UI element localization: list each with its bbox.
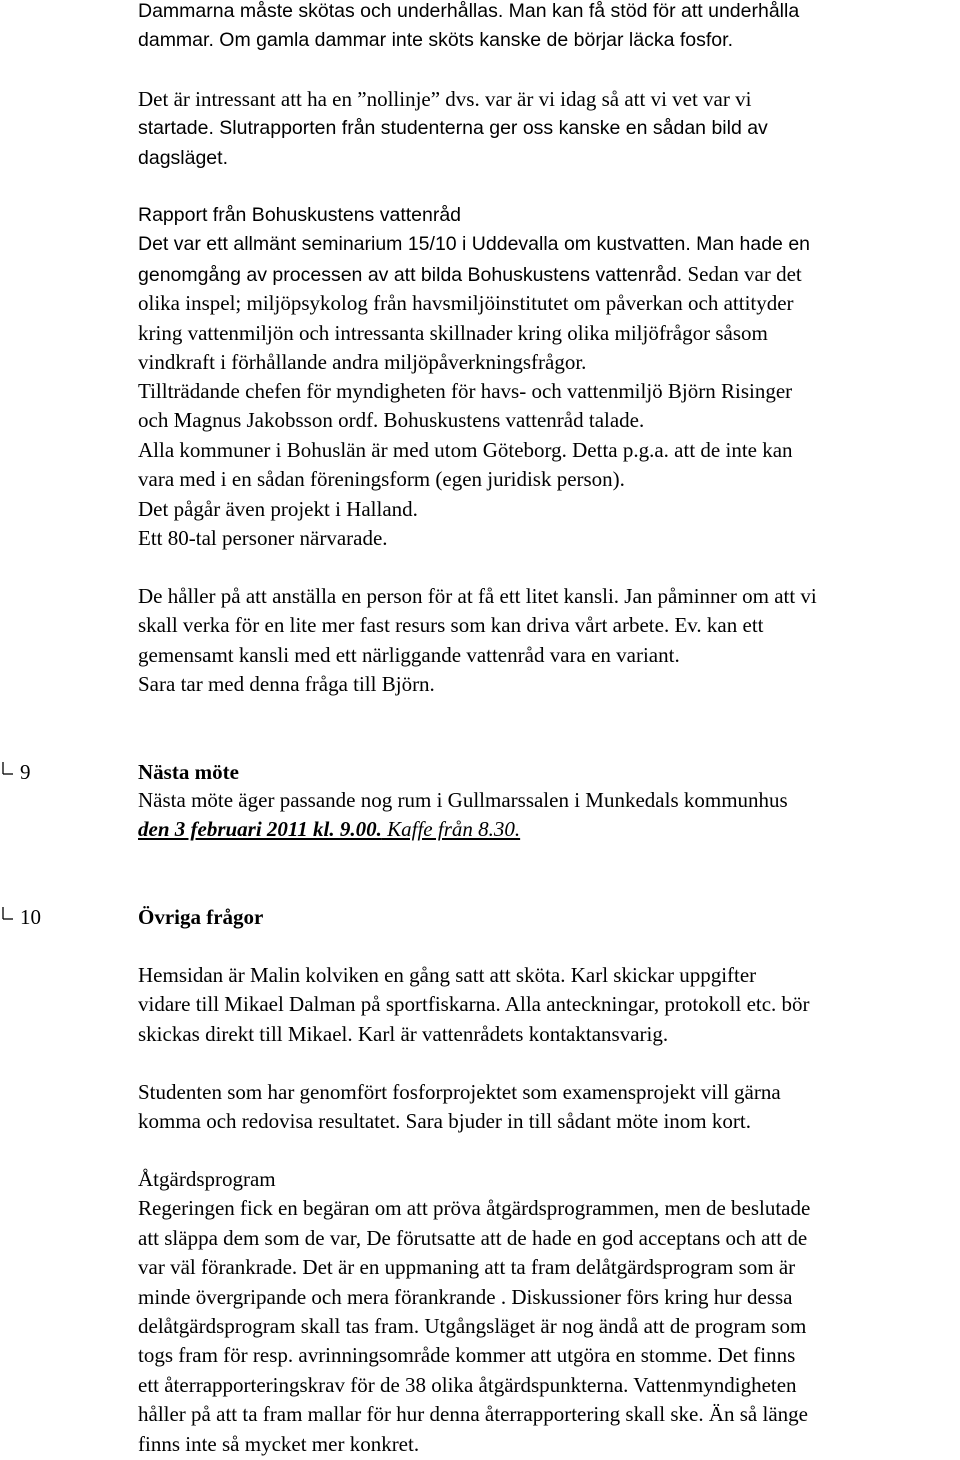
text-line: Regeringen fick en begäran om att pröva åtgärdsprogrammen, men de beslutade [138, 1196, 811, 1221]
paragraph-nollinje [138, 85, 960, 173]
text-line: minde övergripande och mera förankrande . Diskussioner förs kring hur dessa [138, 1284, 793, 1309]
paragraph-dammar [138, 0, 960, 56]
text-line: att släppa dem som de var, De förutsatte att de hade en god acceptans och att de [138, 1225, 808, 1250]
text-fragment: Sedan var det [682, 261, 802, 286]
text-line: Nästa möte äger passande nog rum i Gullmarssalen i Munkedals kommunhus [138, 788, 788, 812]
text-line: skickas direkt till Mikael. Karl är vattenrådets kontaktansvarig. [138, 1021, 669, 1046]
text-line: och Magnus Jakobsson ordf. Bohuskustens vattenråd talade. [138, 408, 645, 433]
text-line: finns inte så mycket mer konkret. [138, 1431, 420, 1456]
text-line: håller på att ta fram mallar för hur denna återrapportering skall ske. Än så länge [138, 1402, 808, 1427]
section-heading-10 [0, 902, 960, 932]
text-line: gemensamt kansli med ett närliggande vattenråd vara en variant. [138, 642, 680, 667]
text-line: dagsläget. [138, 146, 228, 169]
text-line: Dammarna måste skötas och underhållas. Man kan få stöd för att underhålla [138, 0, 800, 22]
change-mark-icon [2, 906, 14, 920]
rapport-heading: Rapport från Bohuskustens vattenråd [138, 204, 462, 226]
meeting-date: den 3 februari 2011 kl. 9.00. [138, 817, 382, 842]
paragraph-studenten [138, 1078, 960, 1137]
text-line: Ett 80-tal personer närvarade. [138, 525, 388, 550]
change-mark-icon [2, 761, 14, 775]
paragraph-kansli [138, 582, 960, 700]
text-line: togs fram för resp. avrinningsområde kommer att utgöra en stomme. Det finns [138, 1343, 796, 1368]
section-heading-9 [0, 757, 960, 787]
paragraph-rapport [138, 201, 960, 377]
text-line: ett återrapporteringskrav för de 38 olika åtgärdspunkterna. Vattenmyndigheten [138, 1372, 797, 1397]
paragraph-nasta-mote [138, 786, 960, 845]
text-line: Alla kommuner i Bohuslän är med utom Göteborg. Detta p.g.a. att de inte kan [138, 437, 793, 462]
text-line: vindkraft i förhållande andra miljöpåverkningsfrågor. [138, 349, 587, 374]
atgard-heading: Åtgärdsprogram [138, 1167, 276, 1191]
text-line: Tillträdande chefen för myndigheten för havs- och vattenmiljö Björn Risinger [138, 379, 793, 403]
text-line: startade. Slutrapporten från studenterna ger oss kanske en sådan bild av [138, 117, 768, 140]
section-title: Nästa möte [138, 760, 239, 784]
paragraph-tilltradande [138, 377, 960, 553]
paragraph-atgardsprogram [138, 1165, 960, 1459]
paragraph-hemsidan [138, 961, 960, 1049]
text-line: kring vattenmiljön och intressanta skillnader kring olika miljöfrågor såsom [138, 320, 768, 345]
text-line: skall verka för en lite mer fast resurs som kan driva vårt arbete. Ev. kan ett [138, 613, 764, 638]
text-line: Studenten som har genomfört fosforprojektet som examensprojekt vill gärna [138, 1080, 781, 1104]
text-line: Det var ett allmänt seminarium 15/10 i Uddevalla om kustvatten. Man hade en [138, 233, 811, 256]
text-line: dammar. Om gamla dammar inte sköts kanske de börjar läcka fosfor. [138, 29, 733, 52]
text-line [138, 260, 960, 289]
text-line: vara med i en sådan föreningsform (egen juridisk person). [138, 467, 625, 492]
text-line: De håller på att anställa en person för at få ett litet kansli. Jan påminner om att vi [138, 584, 817, 608]
section-title: Övriga frågor [138, 905, 264, 929]
text-line: Det pågår även projekt i Halland. [138, 496, 418, 521]
coffee-time: Kaffe från 8.30. [381, 817, 521, 842]
text-line: Hemsidan är Malin kolviken en gång satt att sköta. Karl skickar uppgifter [138, 963, 757, 987]
text-line: komma och redovisa resultatet. Sara bjuder in till sådant möte inom kort. [138, 1109, 751, 1134]
section-number: 10 [20, 905, 41, 929]
section-number: 9 [20, 760, 31, 784]
text-line: Sara tar med denna fråga till Björn. [138, 672, 435, 697]
text-line: olika inspel; miljöpsykolog från havsmiljöinstitutet om påverkan och attityder [138, 291, 794, 316]
text-line: vidare till Mikael Dalman på sportfiskarna. Alla anteckningar, protokoll etc. bör [138, 992, 810, 1017]
text-line: var väl förankrade. Det är en uppmaning att ta fram delåtgärdsprogram som är [138, 1255, 796, 1280]
text-line [138, 815, 960, 844]
text-line: delåtgärdsprogram skall tas fram. Utgångsläget är nog ändå att de program som [138, 1313, 807, 1338]
text-line: Det är intressant att ha en ”nollinje” dvs. var är vi idag så att vi vet var vi [138, 87, 752, 111]
text-fragment: genomgång av processen av att bilda Bohuskustens vattenråd. [138, 263, 683, 286]
